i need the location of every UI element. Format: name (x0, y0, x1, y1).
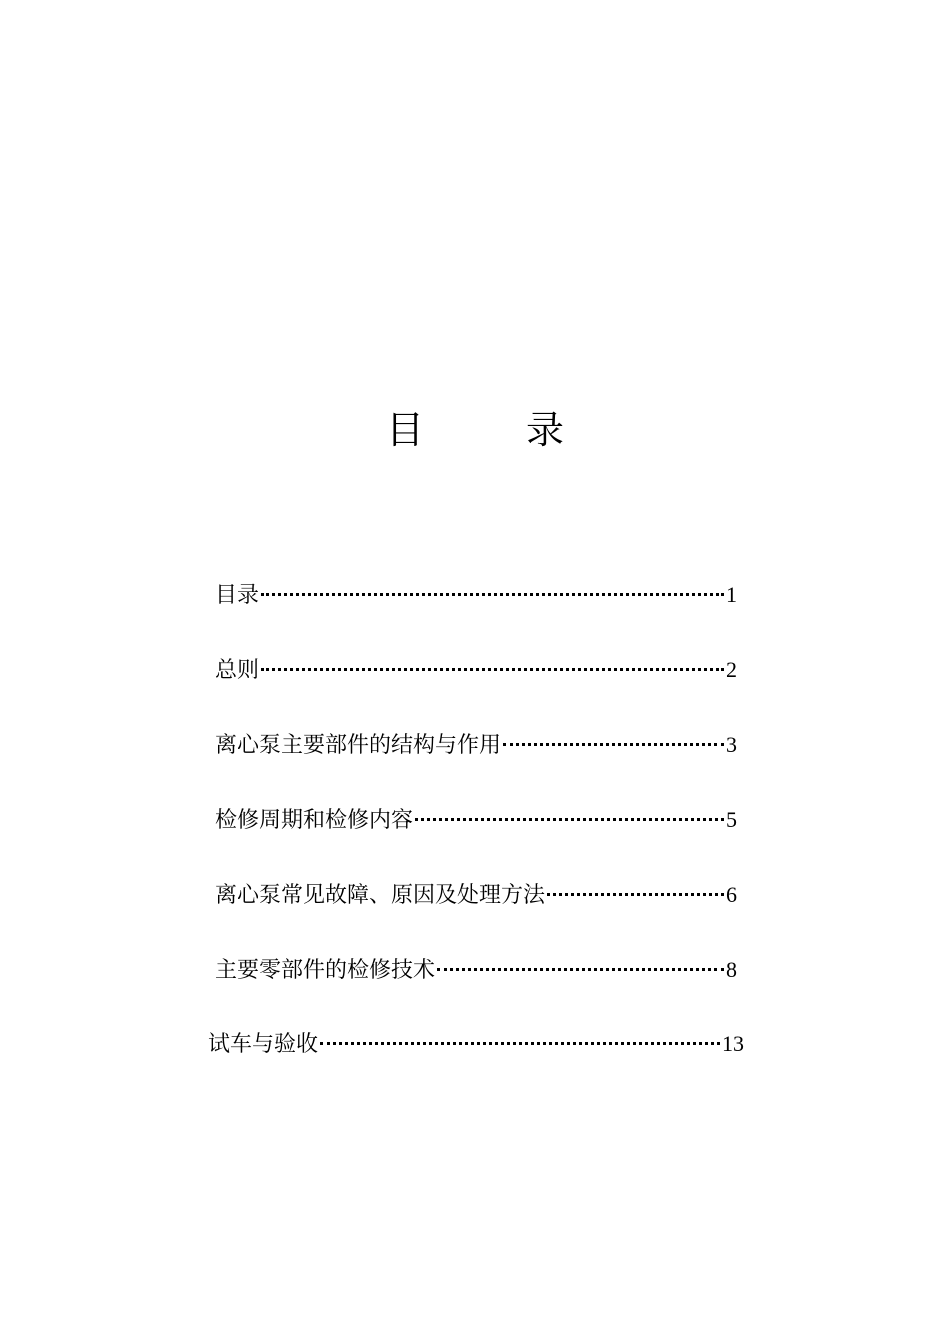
toc-entry-page: 1 (726, 582, 737, 607)
toc-leader-dots (261, 593, 724, 596)
toc-entry-label: 总则 (215, 658, 260, 683)
toc-entry-page: 5 (726, 807, 737, 832)
toc-entry-label: 检修周期和检修内容 (215, 808, 414, 833)
toc-leader-dots (503, 743, 724, 746)
toc-entry-page: 3 (726, 732, 737, 757)
toc-leader-dots (547, 893, 724, 896)
toc-entry-repair-techniques[interactable] (215, 955, 737, 985)
toc-leader-dots (415, 818, 724, 821)
toc-leader-dots (261, 668, 724, 671)
toc-entry-page: 13 (722, 1031, 744, 1056)
toc-entry-page: 8 (726, 957, 737, 982)
toc-entry-common-faults[interactable] (215, 880, 737, 910)
toc-leader-dots (320, 1042, 720, 1045)
toc-entry-page: 2 (726, 657, 737, 682)
toc-entry-contents[interactable] (215, 580, 737, 610)
title-char-2: 录 (526, 408, 565, 452)
toc-entry-maintenance-cycle[interactable] (215, 805, 737, 835)
toc-entry-label: 试车与验收 (208, 1032, 319, 1057)
toc-entry-label: 主要零部件的检修技术 (215, 958, 436, 983)
toc-entry-label: 离心泵主要部件的结构与作用 (215, 733, 502, 758)
toc-entry-test-run[interactable] (208, 1029, 744, 1059)
toc-entry-page: 6 (726, 882, 737, 907)
toc-leader-dots (437, 968, 724, 971)
toc-entry-label: 离心泵常见故障、原因及处理方法 (215, 883, 546, 908)
toc-entry-general-rules[interactable] (215, 655, 737, 685)
toc-entry-label: 目录 (215, 583, 260, 608)
title-char-1: 目 (386, 408, 425, 452)
toc-entry-pump-structure[interactable] (215, 730, 737, 760)
